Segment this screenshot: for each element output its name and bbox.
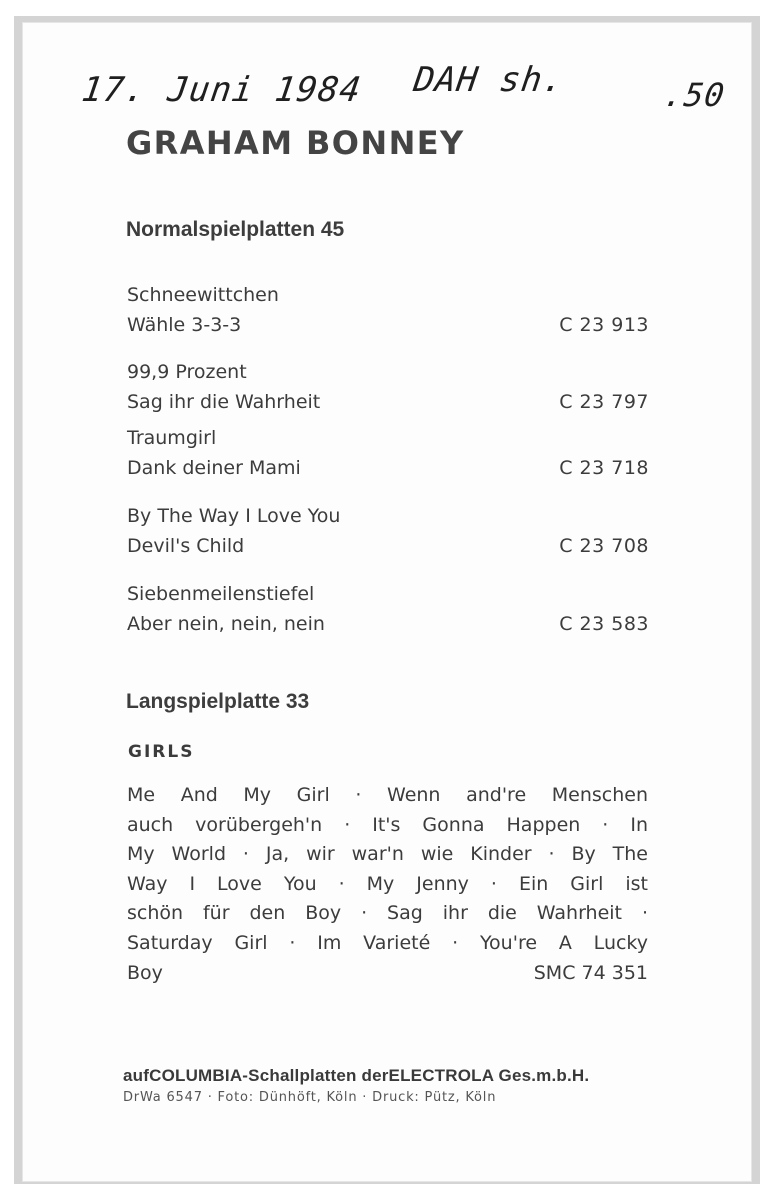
handwritten-code: DAH sh. — [411, 60, 568, 100]
print-credits: DrWa 6547 · Foto: Dünhöft, Köln · Druck: Pütz, Köln — [123, 1090, 497, 1105]
tracklist-line: Boy — [127, 961, 163, 984]
singles-heading: Normalspielplatten 45 — [126, 218, 345, 241]
single-entry — [127, 280, 649, 340]
single-b-side: Sag ihr die Wahrheit — [127, 391, 321, 413]
single-entry — [127, 357, 649, 417]
album-title: GIRLS — [128, 742, 195, 762]
album-tracklist — [127, 781, 648, 988]
single-entry — [127, 423, 649, 483]
single-catalog-number: C 23 797 — [559, 391, 649, 413]
single-catalog-number: C 23 708 — [559, 535, 649, 557]
tracklist-line: Saturday Girl · Im Varieté · You're A Lucky — [127, 931, 648, 954]
album-catalog-number: SMC 74 351 — [533, 961, 648, 984]
single-b-side-row — [127, 310, 649, 340]
single-b-side-row — [127, 609, 649, 639]
handwritten-price: .50 — [661, 76, 728, 114]
single-entry — [127, 579, 649, 639]
single-b-side: Aber nein, nein, nein — [127, 613, 325, 635]
tracklist-line: My World · Ja, wir war'n wie Kinder · By The — [127, 843, 648, 866]
single-a-side: Schneewittchen — [127, 284, 279, 306]
single-b-side-row — [127, 531, 649, 561]
tracklist-line: Way I Love You · My Jenny · Ein Girl ist — [127, 872, 648, 895]
artist-name: GRAHAM BONNEY — [126, 124, 465, 162]
tracklist-line: schön für den Boy · Sag ihr die Wahrheit · — [127, 902, 648, 925]
single-catalog-number: C 23 583 — [559, 613, 649, 635]
single-a-side: 99,9 Prozent — [127, 361, 247, 383]
single-a-side: By The Way I Love You — [127, 505, 341, 527]
single-b-side: Devil's Child — [127, 535, 245, 557]
single-catalog-number: C 23 718 — [559, 457, 649, 479]
tracklist-last-line — [127, 959, 648, 989]
single-b-side-row — [127, 453, 649, 483]
label-credit: aufCOLUMBIA-Schallplatten derELECTROLA Ges.m.b.H. — [123, 1066, 590, 1085]
single-b-side: Dank deiner Mami — [127, 457, 301, 479]
handwritten-date: 17. Juni 1984 — [79, 70, 364, 110]
single-a-side: Siebenmeilenstiefel — [127, 583, 315, 605]
tracklist-line: Me And My Girl · Wenn and're Menschen — [127, 784, 648, 806]
single-b-side: Wähle 3-3-3 — [127, 314, 242, 336]
single-a-side: Traumgirl — [127, 427, 217, 449]
single-catalog-number: C 23 913 — [559, 314, 649, 336]
single-entry — [127, 501, 649, 561]
lp-heading: Langspielplatte 33 — [126, 690, 310, 713]
single-b-side-row — [127, 387, 649, 417]
tracklist-line: auch vorübergeh'n · It's Gonna Happen · In — [127, 813, 648, 836]
